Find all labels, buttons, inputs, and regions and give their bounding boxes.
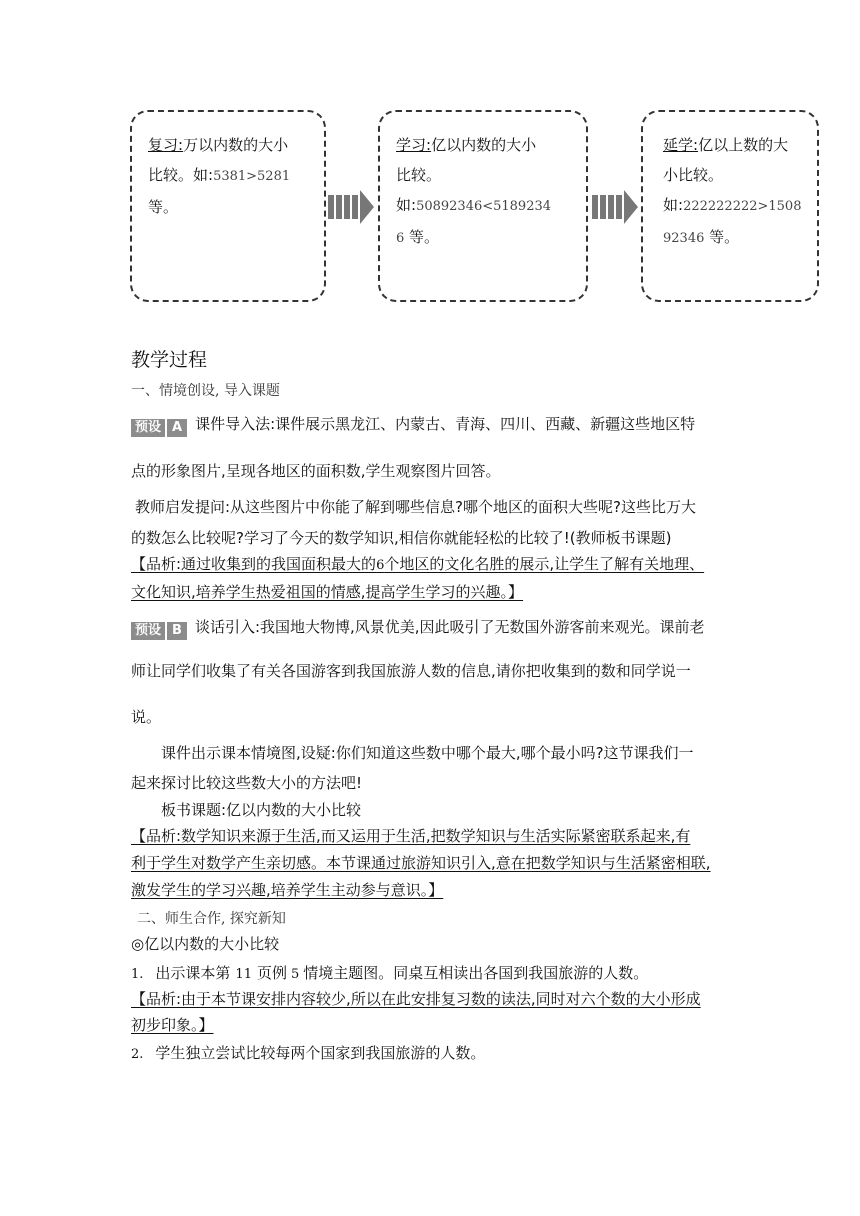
extend-tag: 延学: — [663, 136, 699, 154]
analysis-note-c-line1: 【品析:由于本节课安排内容较少,所以在此安排复习数的读法,同时对六个数的大小形成 — [131, 990, 701, 1008]
analysis-note-b-line3: 激发学生的学习兴趣,培养学生主动参与意识。】 — [131, 881, 444, 899]
extend-line2: 小比较。 — [663, 166, 724, 184]
analysis-note-a-line1: 【品析:通过收集到的我国面积最大的6个地区的文化名胜的展示,让学生了解有关地理、 — [131, 555, 705, 573]
review-line1: 万以内数的大小 — [183, 136, 289, 154]
section-2-title: 二、师生合作, 探究新知 — [137, 911, 286, 927]
preset-a-badge: 预设 A — [131, 419, 187, 437]
extend-line1: 亿以上数的大 — [698, 136, 789, 154]
analysis-note-c-line2: 初步印象。】 — [131, 1016, 214, 1034]
section-1-title: 一、情境创设, 导入课题 — [131, 383, 280, 399]
courseware-line1: 课件出示课本情境图,设疑:你们知道这些数中哪个最大,哪个最小吗?这节课我们一 — [161, 744, 694, 762]
review-line2: 比较。如: — [148, 166, 214, 184]
subsection-title: ◎亿以内数的大小比较 — [131, 935, 280, 953]
review-box — [130, 110, 326, 302]
teacher-question-line2: 的数怎么比较呢?学习了今天的数学知识,相信你就能轻松的比较了!(教师板书课题) — [131, 529, 672, 547]
analysis-note-b-line1: 【品析:数学知识来源于生活,而又运用于生活,把数学知识与生活实际紧密联系起来,有 — [131, 827, 691, 845]
arrow-right-icon — [328, 190, 376, 224]
review-tag: 复习: — [148, 136, 184, 154]
learn-example-end: 6 — [396, 231, 405, 246]
section-heading: 教学过程 — [131, 349, 208, 371]
list-item-1: 1. 出示课本第 11 页例 5 情境主题图。同桌互相读出各国到我国旅游的人数。 — [131, 964, 649, 982]
preset-a-line2: 点的形象图片,呈现各地区的面积数,学生观察图片回答。 — [131, 462, 501, 480]
extend-example-end: 92346 — [663, 231, 705, 246]
learn-line3: 如: — [396, 196, 417, 214]
extend-example: 222222222>1508 — [683, 199, 802, 214]
preset-b-badge: 预设 B — [131, 622, 187, 640]
learn-example: 50892346<5189234 — [416, 199, 552, 214]
preset-b-line3: 说。 — [131, 708, 162, 726]
list-item-2: 2. 学生独立尝试比较每两个国家到我国旅游的人数。 — [131, 1044, 486, 1062]
learn-tag: 学习: — [396, 136, 432, 154]
review-example: 5381>5281 — [213, 169, 291, 184]
board-title: 板书课题:亿以内数的大小比较 — [161, 801, 362, 819]
learn-line2: 比较。 — [396, 166, 442, 184]
learn-line4: 等。 — [404, 228, 440, 246]
preset-b-text: 谈话引入:我国地大物博,风景优美,因此吸引了无数国外游客前来观光。课前老 — [194, 618, 705, 636]
courseware-line2: 起来探讨比较这些数大小的方法吧! — [131, 774, 363, 792]
preset-b-line2: 师让同学们收集了有关各国游客到我国旅游人数的信息,请你把收集到的数和同学说一 — [131, 662, 691, 680]
teacher-question-line1: 教师启发提问:从这些图片中你能了解到哪些信息?哪个地区的面积大些呢?这些比万大 — [135, 498, 696, 516]
analysis-note-a-line2: 文化知识,培养学生热爱祖国的情感,提高学生学习的兴趣。】 — [131, 583, 524, 601]
learn-box — [378, 110, 588, 302]
extend-box — [641, 110, 819, 302]
preset-a-text: 课件导入法:课件展示黑龙江、内蒙古、青海、四川、西藏、新疆这些地区特 — [195, 415, 696, 433]
arrow-right-icon — [592, 190, 640, 224]
extend-line4: 等。 — [704, 228, 740, 246]
preset-b-line1 — [131, 616, 705, 640]
review-line3: 等。 — [148, 198, 179, 216]
analysis-note-b-line2: 利于学生对数学产生亲切感。本节课通过旅游知识引入,意在把数学知识与生活紧密相联, — [131, 854, 711, 872]
preset-a-line1 — [131, 413, 695, 437]
learn-line1: 亿以内数的大小 — [431, 136, 537, 154]
extend-line3: 如: — [663, 196, 684, 214]
